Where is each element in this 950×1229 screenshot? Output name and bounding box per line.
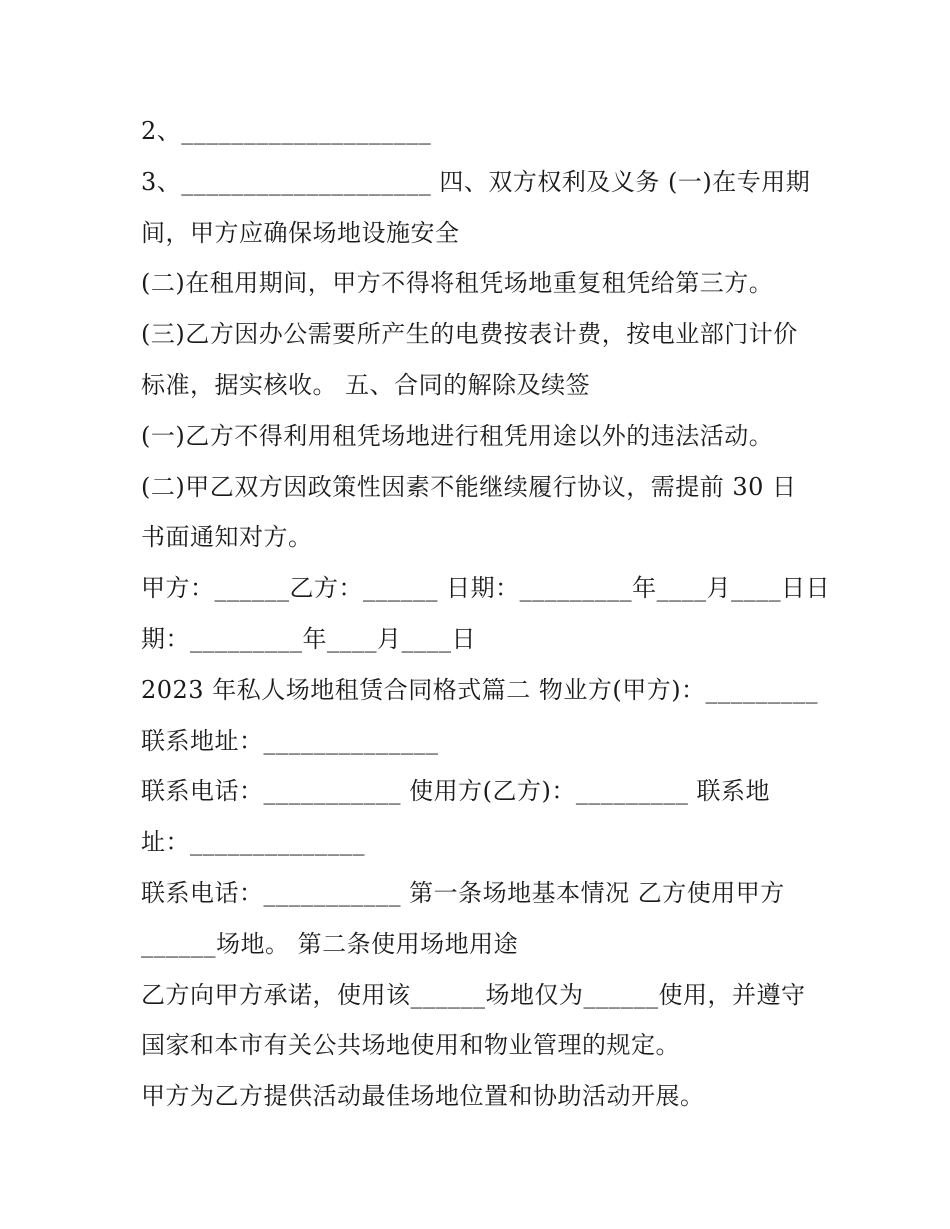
text-line: 乙方向甲方承诺，使用该______场地仅为______使用，并遵守 [141, 980, 806, 1009]
document-body [141, 106, 831, 1122]
text-line: (一)乙方不得利用租凭场地进行租凭用途以外的违法活动。 [141, 421, 774, 450]
text-line: 书面通知对方。 [141, 523, 313, 552]
text-line: 标准，据实核收。 五、合同的解除及续签 [141, 370, 591, 399]
text-line: 间，甲方应确保场地设施安全 [141, 218, 460, 247]
text-line: 联系电话：___________ 使用方(乙方)：_________ 联系地 [141, 777, 770, 806]
text-line: 2、____________________ [141, 117, 432, 145]
text-line: (三)乙方因办公需要所产生的电费按表计费，按电业部门计价 [141, 320, 798, 349]
text-line: 址：______________ [141, 828, 365, 857]
text-line: 甲方为乙方提供活动最佳场地位置和协助活动开展。 [141, 1082, 705, 1111]
text-line: (二)在租用期间，甲方不得将租凭场地重复租凭给第三方。 [141, 269, 774, 298]
text-line: 2023 年私人场地租赁合同格式篇二 物业方(甲方)：_________ [141, 675, 819, 704]
text-line: 联系电话：___________ 第一条场地基本情况 乙方使用甲方 [141, 878, 785, 907]
text-line: 3、____________________ 四、双方权利及义务 (一)在专用期 [141, 167, 811, 196]
text-line: (二)甲乙双方因政策性因素不能继续履行协议，需提前 30 日 [141, 472, 797, 501]
text-line: 联系地址：______________ [141, 726, 439, 755]
text-line: ______场地。 第二条使用场地用途 [141, 929, 519, 958]
text-line: 国家和本市有关公共场地使用和物业管理的规定。 [141, 1031, 680, 1060]
text-line: 甲方：______乙方：______ 日期：_________年____月____日日 [141, 574, 831, 603]
text-line: 期：_________年____月____日 [141, 624, 476, 653]
